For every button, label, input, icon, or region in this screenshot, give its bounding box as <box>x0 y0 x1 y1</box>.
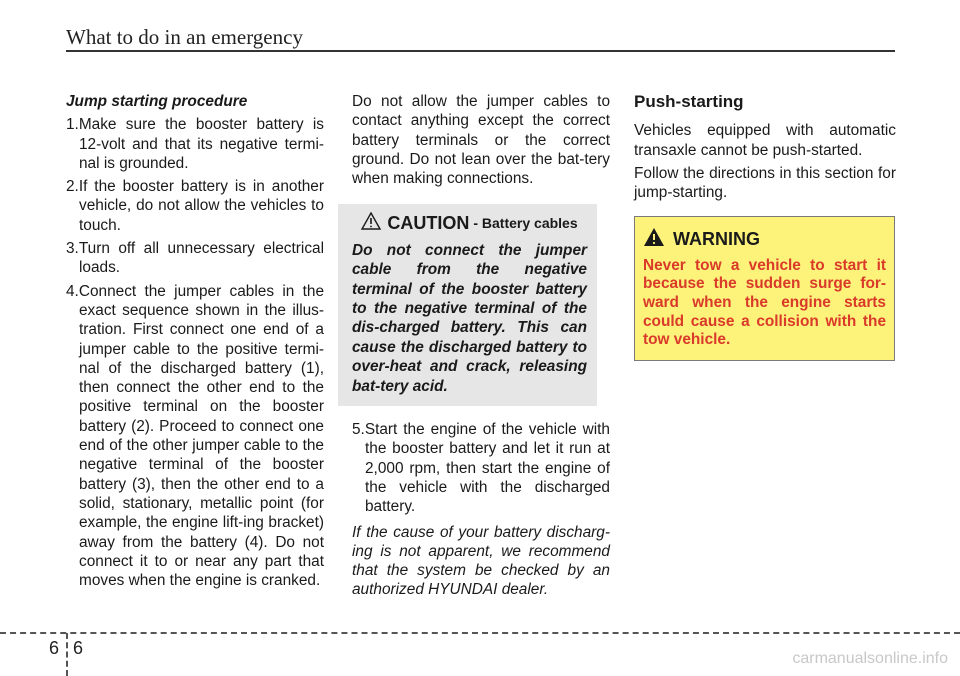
footer-rule <box>0 632 960 634</box>
caution-label: CAUTION <box>387 213 470 234</box>
column-push-starting <box>634 92 896 361</box>
step-4: 4.Connect the jumper cables in the exact sequence shown in the illus-tration. First connect one end of a jumper cable to the positive termi-nal of the discharged battery (1), then connect the other end to the positive terminal on the booster battery (2). Proceed to connect one end of the other jumper cable to the negative terminal of the booster battery (3), then the other end to a solid, stationary, metallic point (for example, the engine lift-ing bracket) away from the battery (4). Do not connect it to or near any part that moves when the engine is cranked. <box>66 282 324 590</box>
page-number: 6 <box>73 638 84 658</box>
dealer-note: If the cause of your battery discharg-ing is not apparent, we recommend that the system be checked by an authorized HYUNDAI dealer. <box>352 523 610 599</box>
column-jump-starting <box>66 92 324 594</box>
step-2: 2.If the booster battery is in another vehicle, do not allow the vehicles to touch. <box>66 178 324 234</box>
page-header-title: What to do in an emergency <box>66 25 303 49</box>
footer-divider <box>66 633 68 676</box>
push-start-paragraph-2: Follow the directions in this section for jump-starting. <box>634 164 896 202</box>
cable-contact-paragraph: Do not allow the jumper cables to contact anything except the correct battery terminals or the correct ground. Do not lean over the bat-tery when making connections. <box>352 93 610 188</box>
watermark: carmanualsonline.info <box>792 650 948 667</box>
caution-text: Do not connect the jumper cable from the negative terminal of the booster battery to the negative terminal of the dis-charged battery. This can cause the discharged battery to over-heat and crack, releasing bat-tery acid. <box>352 241 587 395</box>
warning-label: WARNING <box>673 229 760 250</box>
warning-triangle-icon <box>361 212 381 235</box>
column-connection-notes <box>352 92 610 600</box>
caution-subtitle: - Battery cables <box>473 215 578 232</box>
step-1: 1.Make sure the booster battery is 12-volt and that its negative termi-nal is grounded. <box>66 116 324 172</box>
caution-header <box>352 212 587 235</box>
caution-box <box>338 204 597 406</box>
push-start-paragraph-1: Vehicles equipped with automatic transaxle cannot be push-started. <box>634 122 896 159</box>
warning-sign-icon <box>643 227 665 252</box>
warning-box <box>634 216 895 360</box>
section-title-push-starting: Push-starting <box>634 92 744 111</box>
chapter-number: 6 <box>49 638 60 658</box>
section-title-jump-starting: Jump starting procedure <box>66 93 248 110</box>
warning-text: Never tow a vehicle to start it because the sudden surge for-ward when the engine starts could cause a collision with the tow vehicle. <box>643 256 886 349</box>
step-5: 5.Start the engine of the vehicle with the booster battery and let it run at 2,000 rpm, then start the engine of the vehicle with the discharged battery. <box>352 421 610 516</box>
header-rule <box>66 50 895 52</box>
warning-header <box>643 227 886 252</box>
step-3: 3.Turn off all unnecessary electrical loads. <box>66 240 324 277</box>
